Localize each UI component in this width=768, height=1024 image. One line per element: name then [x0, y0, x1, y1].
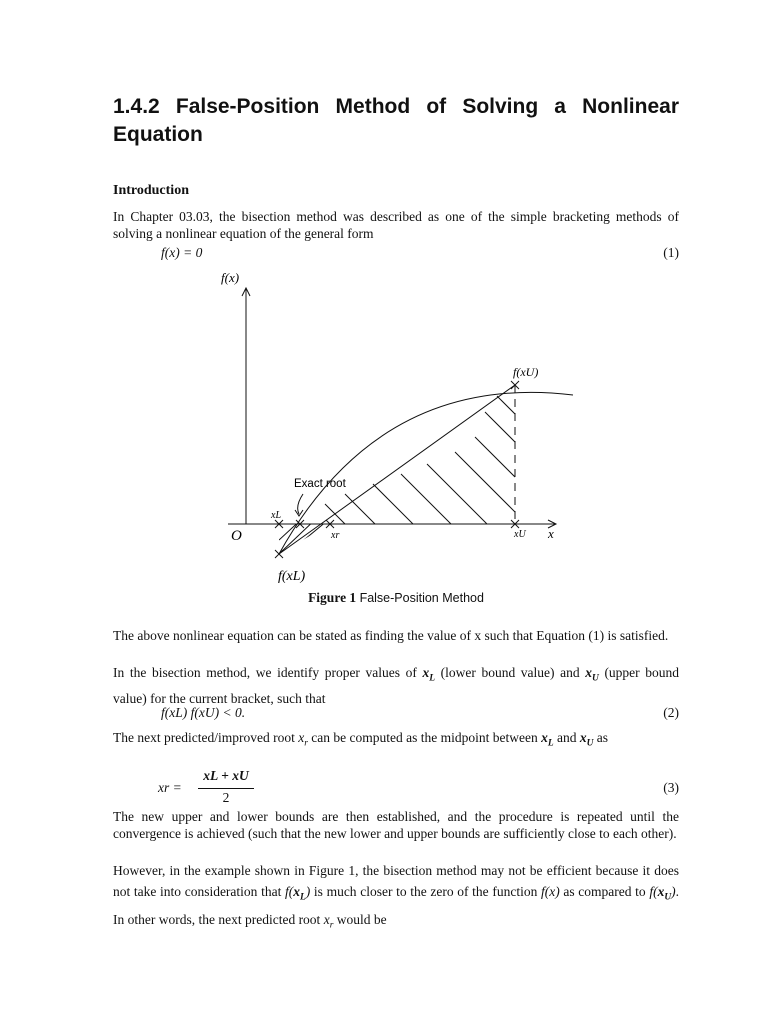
paragraph-statement: The above nonlinear equation can be stated as finding the value of x such that Equation (1) is satisfied.	[113, 628, 669, 643]
origin-label: O	[231, 528, 242, 544]
xu-symbol-2: $x_U$	[579, 730, 594, 749]
equation-3	[158, 768, 268, 808]
fxl-label: f(xL)	[278, 569, 306, 584]
figure-caption-label: Figure 1	[308, 590, 357, 605]
fx-symbol: f(x)	[540, 884, 560, 899]
paragraph-intro: In Chapter 03.03, the bisection method was described as one of the simple bracketing methods of solving a nonlinear equation of the general form	[113, 209, 679, 241]
equation-2-number: (2)	[663, 705, 679, 720]
figure-caption	[113, 590, 679, 606]
equation-3-lhs: xr =	[158, 780, 182, 795]
xr-symbol: $x_r$	[298, 730, 308, 749]
equation-1-text: f(x) = 0	[161, 245, 203, 260]
figure-caption-text: False-Position Method	[359, 591, 484, 605]
equation-1	[113, 243, 679, 263]
exact-root-label: Exact root	[294, 478, 346, 490]
xl-symbol-2: $x_L$	[541, 730, 554, 749]
paragraph-bisection: In the bisection method, we identify proper values of $x_L$ (lower bound value) and $x_U$ (upper bound value) for the current bracket, such that	[113, 665, 680, 706]
function-curve	[279, 392, 573, 554]
introduction-heading: Introduction	[113, 183, 189, 198]
xu-label: xU	[514, 529, 526, 540]
xr-label: xr	[331, 530, 340, 541]
y-axis-label: f(x)	[221, 270, 240, 285]
equation-2	[113, 703, 679, 723]
fxu-label: f(xU)	[513, 365, 539, 379]
section-title: 1.4.2 False-Position Method of Solving a Nonlinear Equation	[113, 95, 679, 146]
fxu-symbol: $f(x_U)$	[649, 884, 676, 903]
x-axis-label: x	[548, 526, 554, 541]
paragraph-however: However, in the example shown in Figure 1, the bisection method may not be efficient because it does not take into consideration that $f(x_L)$ is much closer to the zero of the function f(x) as compared to $f(x_U)$. In other words, the next predicted root $x_r$ would be	[113, 863, 680, 931]
xu-symbol: $x_U$	[585, 665, 599, 684]
equation-2-text: f(xL) f(xU) < 0.	[161, 705, 246, 720]
xl-symbol: $x_L$	[422, 665, 435, 684]
equation-3-denominator: 2	[222, 790, 230, 805]
equation-1-number: (1)	[663, 245, 679, 260]
equation-3-numerator: xL + xU	[203, 768, 249, 783]
paragraph-bounds: The new upper and lower bounds are then established, and the procedure is repeated until the convergence is achieved (such that the new lower and upper bounds are sufficiently close to each other).	[113, 809, 679, 841]
xr-symbol-2: $x_r$	[323, 911, 334, 931]
false-position-figure	[215, 262, 585, 592]
secant-line	[279, 385, 515, 554]
fxl-symbol: $f(x_L)$	[284, 884, 311, 903]
fraction-bar	[198, 788, 254, 789]
equation-3-number: (3)	[663, 780, 679, 795]
xl-label: xL	[271, 510, 281, 521]
paragraph-midpoint: The next predicted/improved root $x_r$ can be computed as the midpoint between $x_L$ and $x_U$ as	[113, 730, 609, 749]
